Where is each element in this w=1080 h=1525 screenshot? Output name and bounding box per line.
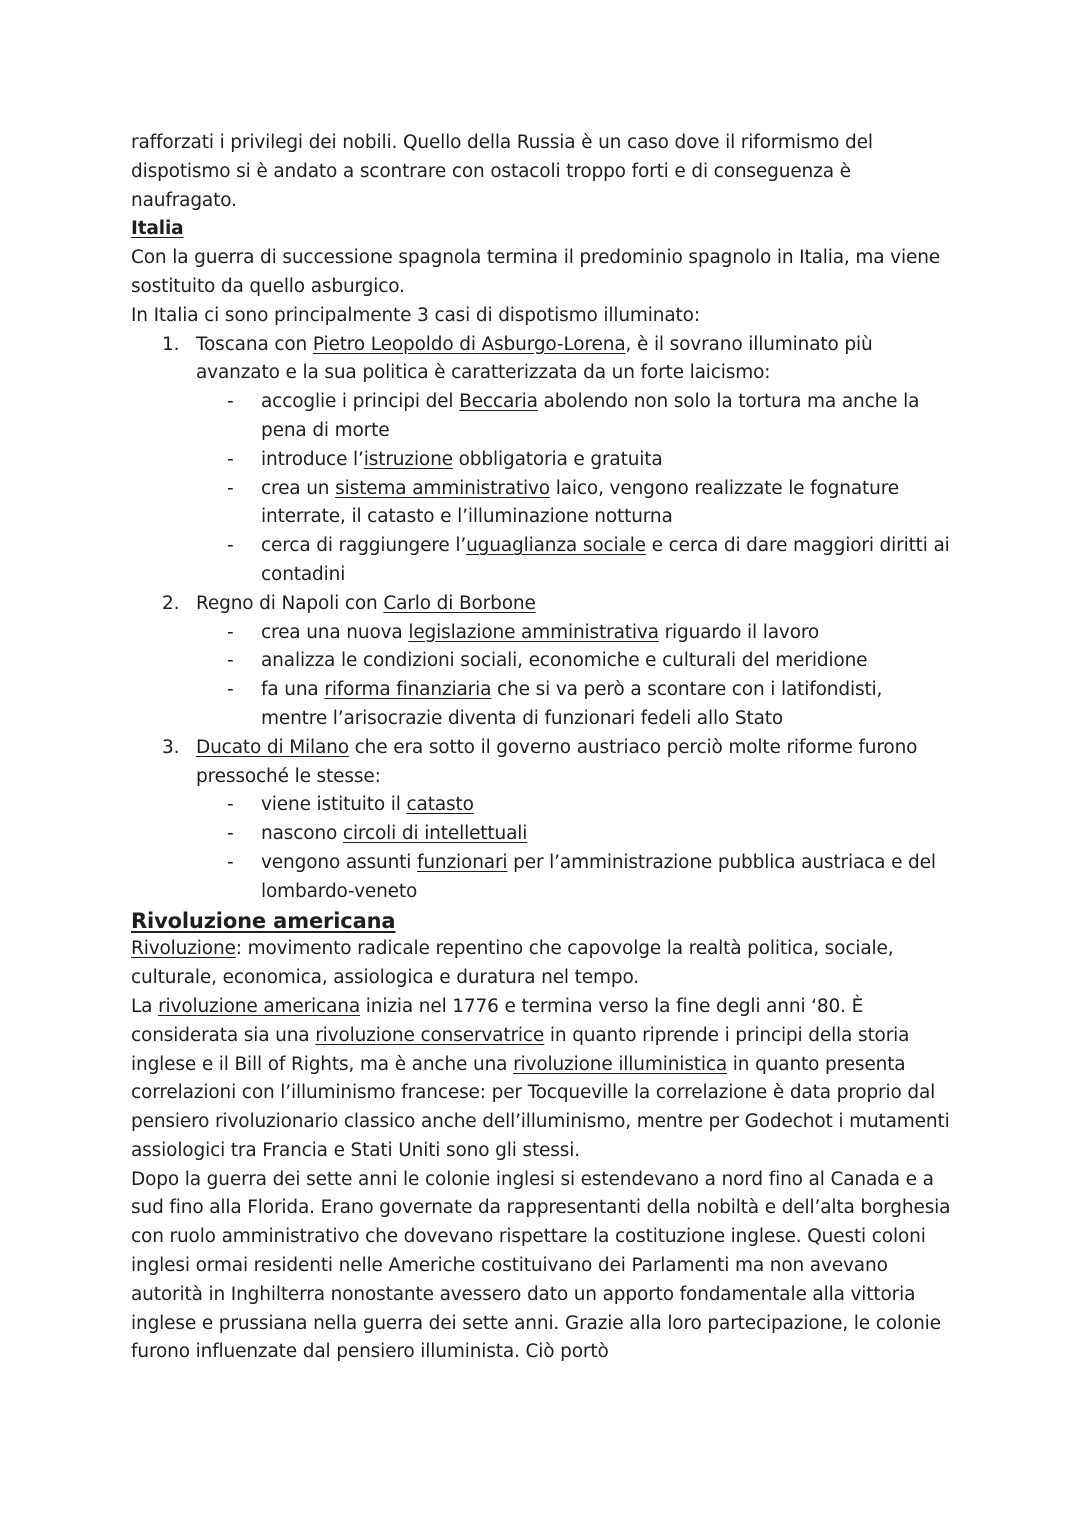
bullet-text: cerca di raggiungere l’ xyxy=(261,535,467,557)
underlined-term: Pietro Leopoldo di Asburgo-Lorena xyxy=(312,333,626,355)
list-item-text: , è il sovrano illuminato più avanzato e la sua politica è caratterizzata da un forte laicismo: xyxy=(196,333,873,384)
underlined-term: riforma finanziaria xyxy=(324,679,492,701)
bullet-item xyxy=(131,619,951,648)
underlined-term: catasto xyxy=(406,794,474,816)
underlined-term: istruzione xyxy=(363,448,453,470)
rivoluzione-definition xyxy=(131,935,951,993)
dash-bullet: - xyxy=(227,851,234,873)
dash-bullet: - xyxy=(227,621,234,643)
bullet-text: introduce l’ xyxy=(261,448,364,470)
underlined-term: rivoluzione americana xyxy=(158,995,361,1017)
underlined-term: legislazione amministrativa xyxy=(408,621,659,643)
underlined-term: Ducato di Milano xyxy=(196,736,349,758)
underlined-term: circoli di intellettuali xyxy=(342,823,528,845)
rivoluzione-paragraph-2 xyxy=(131,993,951,1108)
bullet-text: nascono xyxy=(261,823,343,845)
definition-text: : movimento radicale repentino che capovolge la realtà politica, sociale, culturale, economica, assiologica e duratura nel tempo. xyxy=(131,938,894,989)
dash-bullet: - xyxy=(227,794,234,816)
dash-bullet: - xyxy=(227,448,234,470)
dash-bullet: - xyxy=(227,650,234,672)
document-page xyxy=(131,129,951,1367)
underlined-term: Carlo di Borbone xyxy=(383,592,536,614)
paragraph-text: inizia nel 1776 e termina verso la fine degli anni ‘80. È considerata sia una xyxy=(131,995,864,1046)
bullet-item xyxy=(131,446,951,475)
list-item-toscana xyxy=(131,331,951,389)
bullet-text: vengono assunti xyxy=(261,851,417,873)
bullet-text: obbligatoria e gratuita xyxy=(452,448,663,470)
bullet-text: abolendo non solo la tortura ma anche la pena di morte xyxy=(261,391,920,441)
dash-bullet: - xyxy=(227,823,234,845)
bullet-text: laico, vengono realizzate le fognature interrate, il catasto e l’illuminazione notturna xyxy=(261,477,899,528)
bullet-text: analizza le condizioni sociali, economiche e culturali del meridione xyxy=(261,650,868,672)
bullet-item xyxy=(131,647,951,676)
bullet-text: e cerca di dare maggiori diritti ai contadini xyxy=(261,535,950,585)
bullet-item xyxy=(131,532,951,590)
list-item-milano xyxy=(131,734,951,792)
italia-paragraph-2: In Italia ci sono principalmente 3 casi di dispotismo illuminato: xyxy=(131,304,700,326)
underlined-term: rivoluzione conservatrice xyxy=(315,1024,545,1046)
underlined-term: sistema amministrativo xyxy=(335,477,550,499)
dash-bullet: - xyxy=(227,391,234,413)
list-item-text: Toscana con xyxy=(196,333,313,355)
list-item-text: Regno di Napoli con xyxy=(196,592,384,614)
paragraph-text: in quanto presenta correlazioni con l’illuminismo francese: per Tocqueville la correlazione è data proprio dal xyxy=(131,1053,936,1104)
rivoluzione-paragraph-3: pensiero rivoluzionario classico anche dell’illuminismo, mentre per Godechot i mutamenti assiologici tra Francia e Stati Uniti sono gli stessi. xyxy=(131,1111,950,1161)
list-number: 3. xyxy=(162,736,180,758)
italia-heading: Italia xyxy=(131,218,184,240)
bullet-text: fa una xyxy=(261,679,325,701)
bullet-text: che si va però a scontare con i latifondisti, mentre l’arisocrazie diventa di funzionari fedeli allo Stato xyxy=(261,679,883,729)
bullet-text: crea un xyxy=(261,477,336,499)
rivoluzione-heading: Rivoluzione americana xyxy=(131,908,396,933)
underlined-term: Beccaria xyxy=(459,391,538,413)
bullet-text: crea una nuova xyxy=(261,621,409,643)
list-item-text: che era sotto il governo austriaco perciò molte riforme furono pressoché le stesse: xyxy=(196,736,918,787)
bullet-text: accoglie i principi del xyxy=(261,391,460,413)
bullet-item xyxy=(131,849,951,907)
list-number: 1. xyxy=(162,333,180,355)
underlined-term: Rivoluzione xyxy=(131,938,236,960)
dash-bullet: - xyxy=(227,477,234,499)
rivoluzione-paragraph-4: Dopo la guerra dei sette anni le colonie inglesi si estendevano a nord fino al Canada e a sud fino alla Florida. Erano governate da rappresentanti della nobiltà e dell’alta borghesia con ruolo amministrativo che dovevano rispettare la costituzione inglese. Questi coloni inglesi ormai residenti nelle Americhe costituivano dei Parlamenti ma non avevano autorità in Inghilterra nonostante avessero dato un apporto fondamentale alla vittoria inglese e prussiana nella guerra dei sette anni. Grazie alla loro partecipazione, le colonie furono influenzate dal pensiero illuminista. Ciò portò xyxy=(131,1168,951,1363)
underlined-term: rivoluzione illuministica xyxy=(513,1053,728,1075)
dash-bullet: - xyxy=(227,679,234,701)
intro-paragraph: rafforzati i privilegi dei nobili. Quello della Russia è un caso dove il riformismo del dispotismo si è andato a scontrare con ostacoli troppo forti e di conseguenza è naufragato. xyxy=(131,132,873,211)
bullet-text: per l’amministrazione pubblica austriaca e del lombardo-veneto xyxy=(261,851,936,902)
bullet-text: viene istituito il xyxy=(261,794,407,816)
dash-bullet: - xyxy=(227,535,234,557)
bullet-item xyxy=(131,820,951,849)
bullet-item xyxy=(131,475,951,533)
paragraph-text: La xyxy=(131,995,159,1017)
italia-paragraph-1: Con la guerra di successione spagnola termina il predominio spagnolo in Italia, ma viene sostituito da quello asburgico. xyxy=(131,247,941,297)
list-number: 2. xyxy=(162,592,180,614)
list-item-napoli xyxy=(131,590,951,619)
underlined-term: funzionari xyxy=(416,851,508,873)
bullet-text: riguardo il lavoro xyxy=(658,621,820,643)
underlined-term: uguaglianza sociale xyxy=(466,535,646,557)
bullet-item xyxy=(131,676,951,734)
bullet-item xyxy=(131,388,951,446)
bullet-item xyxy=(131,791,951,820)
paragraph-text: in quanto riprende i principi della storia inglese e il Bill of Rights, ma è anche una xyxy=(131,1024,910,1075)
